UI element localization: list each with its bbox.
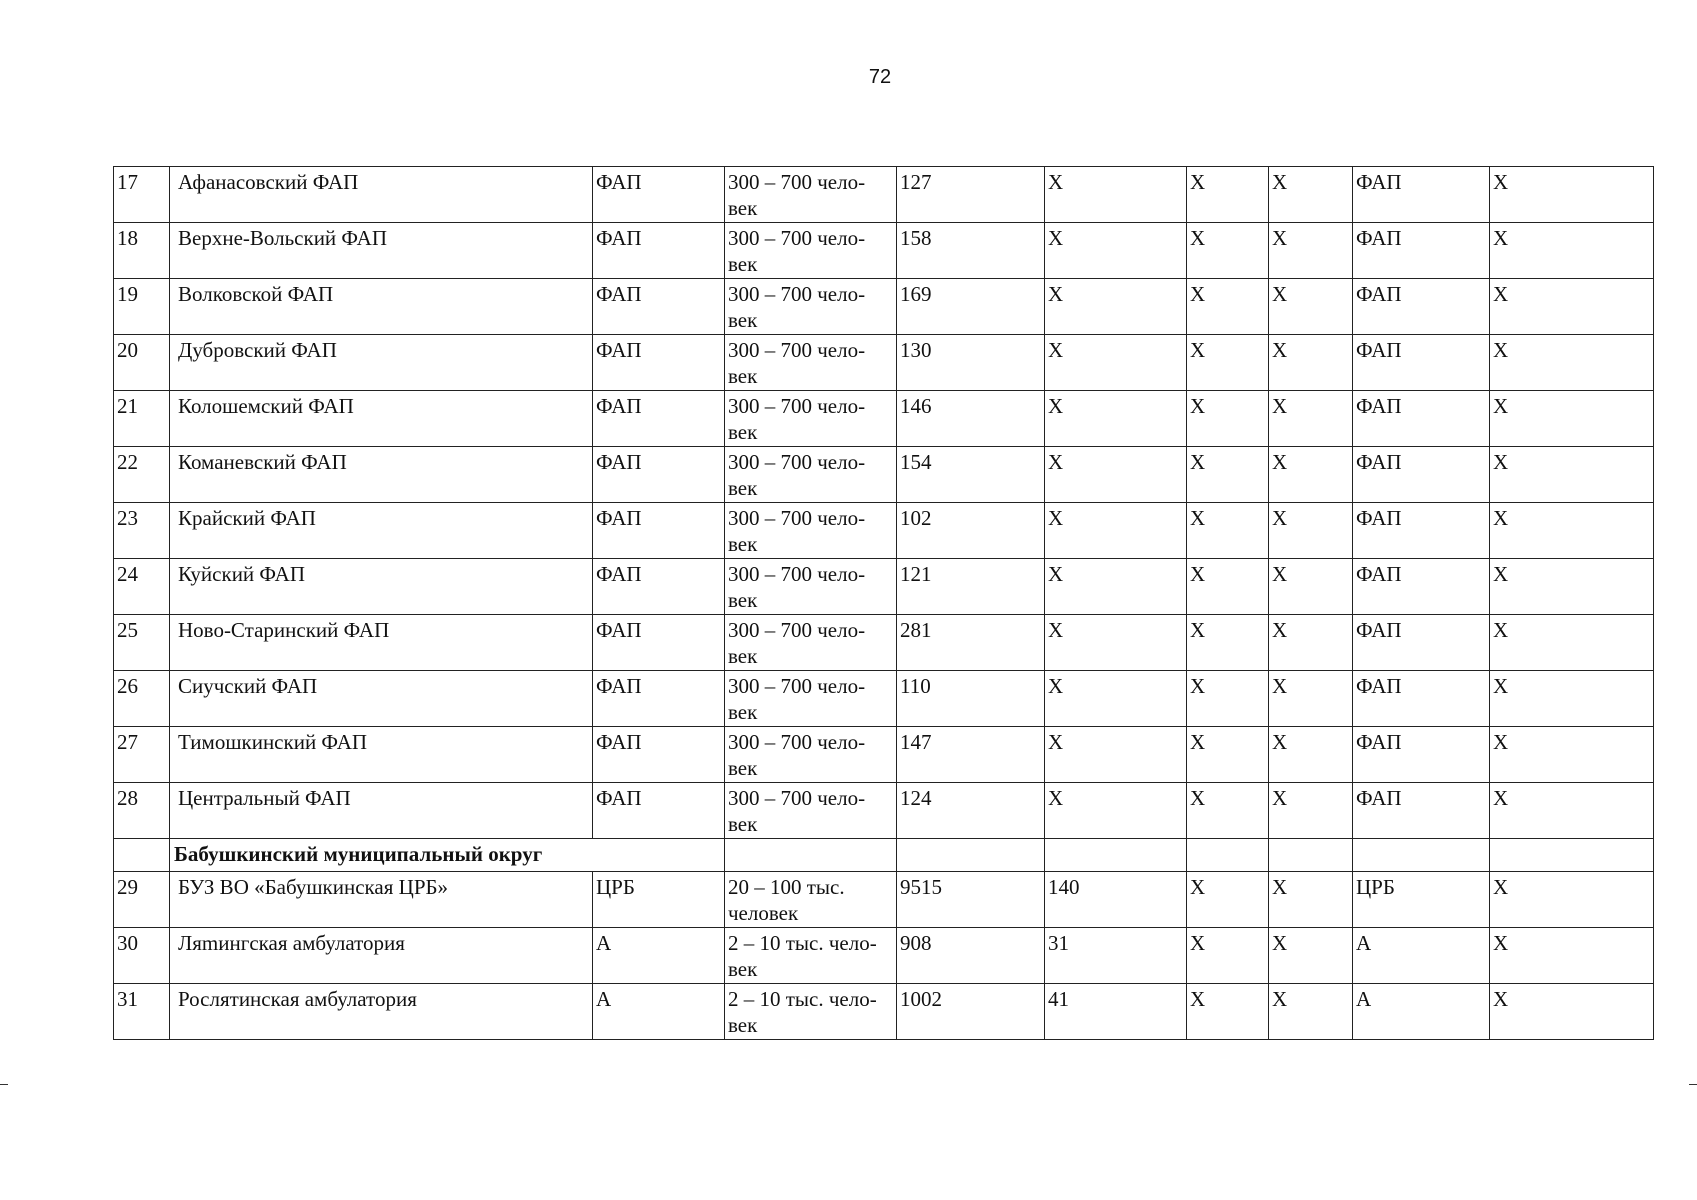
cell-name: Ляmингская амбулатория	[170, 928, 593, 984]
cell-population: 300 – 700 чело- век	[725, 167, 897, 223]
cell-v1: 154	[897, 447, 1045, 503]
cell-v6: Х	[1490, 223, 1654, 279]
cell-v2: Х	[1045, 503, 1187, 559]
cell-num: 27	[114, 727, 170, 783]
cell-population: 300 – 700 чело- век	[725, 447, 897, 503]
cell-v3: Х	[1187, 335, 1269, 391]
cell-v5: ФАП	[1353, 671, 1490, 727]
cell-v2: 140	[1045, 872, 1187, 928]
cell-v2: Х	[1045, 447, 1187, 503]
table-row	[114, 279, 1654, 335]
cell-num: 30	[114, 928, 170, 984]
cell-population: 300 – 700 чело- век	[725, 783, 897, 839]
table-row	[114, 391, 1654, 447]
cell-v3: Х	[1187, 223, 1269, 279]
cell-v4: Х	[1269, 727, 1353, 783]
cell-v1: 130	[897, 335, 1045, 391]
cell-num: 19	[114, 279, 170, 335]
cell-population: 300 – 700 чело- век	[725, 727, 897, 783]
table-body-top	[114, 167, 1654, 839]
cell-v2: Х	[1045, 783, 1187, 839]
cell-v4: Х	[1269, 447, 1353, 503]
table-row	[114, 503, 1654, 559]
cell-v1: 121	[897, 559, 1045, 615]
page-number: 72	[868, 66, 892, 88]
cell-v6: Х	[1490, 928, 1654, 984]
cell-type: ФАП	[593, 335, 725, 391]
table-row	[114, 671, 1654, 727]
cell-v6: Х	[1490, 671, 1654, 727]
cell-population: 300 – 700 чело- век	[725, 223, 897, 279]
cell-v1: 102	[897, 503, 1045, 559]
cell-v4: Х	[1269, 167, 1353, 223]
cell-v2: 31	[1045, 928, 1187, 984]
cell-population: 300 – 700 чело- век	[725, 615, 897, 671]
cell-num: 23	[114, 503, 170, 559]
cell-v5: А	[1353, 928, 1490, 984]
cell-v5: ФАП	[1353, 727, 1490, 783]
cell-population: 300 – 700 чело- век	[725, 279, 897, 335]
cell-num: 22	[114, 447, 170, 503]
cell-name: Волковской ФАП	[170, 279, 593, 335]
cell-name: Куйский ФАП	[170, 559, 593, 615]
cell-num: 31	[114, 984, 170, 1040]
section-empty-cell	[1353, 839, 1490, 872]
cell-population: 2 – 10 тыс. чело- век	[725, 928, 897, 984]
table-row	[114, 928, 1654, 984]
cell-population: 300 – 700 чело- век	[725, 503, 897, 559]
cell-v6: Х	[1490, 984, 1654, 1040]
cell-type: ФАП	[593, 727, 725, 783]
cell-num: 24	[114, 559, 170, 615]
cell-type: ЦРБ	[593, 872, 725, 928]
cell-type: ФАП	[593, 671, 725, 727]
table-row	[114, 335, 1654, 391]
cell-v3: Х	[1187, 872, 1269, 928]
cell-v4: Х	[1269, 503, 1353, 559]
cell-name: Центральный ФАП	[170, 783, 593, 839]
cell-v2: Х	[1045, 223, 1187, 279]
cell-v5: ФАП	[1353, 783, 1490, 839]
cell-v1: 169	[897, 279, 1045, 335]
table-row	[114, 223, 1654, 279]
cell-population: 300 – 700 чело- век	[725, 559, 897, 615]
cell-v6: Х	[1490, 167, 1654, 223]
section-title: Бабушкинский муниципальный округ	[170, 839, 725, 872]
cell-v1: 158	[897, 223, 1045, 279]
table-row	[114, 984, 1654, 1040]
cell-v1: 281	[897, 615, 1045, 671]
cell-v3: Х	[1187, 671, 1269, 727]
cell-v5: ФАП	[1353, 615, 1490, 671]
cell-name: Крайский ФАП	[170, 503, 593, 559]
cell-population: 2 – 10 тыс. чело- век	[725, 984, 897, 1040]
cell-v4: Х	[1269, 984, 1353, 1040]
cell-v6: Х	[1490, 391, 1654, 447]
cell-num: 18	[114, 223, 170, 279]
section-empty-cell	[725, 839, 897, 872]
cell-v6: Х	[1490, 335, 1654, 391]
cell-type: ФАП	[593, 391, 725, 447]
cell-v1: 127	[897, 167, 1045, 223]
cell-v2: 41	[1045, 984, 1187, 1040]
cell-name: Афанасовский ФАП	[170, 167, 593, 223]
cell-v5: ФАП	[1353, 391, 1490, 447]
cell-type: ФАП	[593, 223, 725, 279]
cell-v5: ФАП	[1353, 167, 1490, 223]
cell-num: 21	[114, 391, 170, 447]
cell-type: А	[593, 928, 725, 984]
section-empty-cell	[1490, 839, 1654, 872]
section-empty-cell	[1045, 839, 1187, 872]
cell-v6: Х	[1490, 559, 1654, 615]
cell-type: ФАП	[593, 503, 725, 559]
cell-name: Команевский ФАП	[170, 447, 593, 503]
cell-type: А	[593, 984, 725, 1040]
cell-population: 20 – 100 тыс. человек	[725, 872, 897, 928]
section-num-cell	[114, 839, 170, 872]
cell-v3: Х	[1187, 503, 1269, 559]
cell-v1: 110	[897, 671, 1045, 727]
table-row	[114, 872, 1654, 928]
cell-v5: ФАП	[1353, 279, 1490, 335]
cell-v3: Х	[1187, 447, 1269, 503]
cell-type: ФАП	[593, 783, 725, 839]
section-row	[114, 839, 1654, 872]
cell-type: ФАП	[593, 559, 725, 615]
cell-num: 26	[114, 671, 170, 727]
cell-name: Сиучский ФАП	[170, 671, 593, 727]
cell-type: ФАП	[593, 167, 725, 223]
cell-v4: Х	[1269, 559, 1353, 615]
cell-v6: Х	[1490, 783, 1654, 839]
cell-v4: Х	[1269, 615, 1353, 671]
cell-v5: ФАП	[1353, 503, 1490, 559]
cell-name: Тимошкинский ФАП	[170, 727, 593, 783]
table-row	[114, 783, 1654, 839]
cell-type: ФАП	[593, 615, 725, 671]
cell-v5: ФАП	[1353, 223, 1490, 279]
cell-v6: Х	[1490, 279, 1654, 335]
table-row	[114, 727, 1654, 783]
cell-v1: 908	[897, 928, 1045, 984]
cell-v3: Х	[1187, 279, 1269, 335]
scan-edge-mark	[1689, 1084, 1697, 1085]
cell-v2: Х	[1045, 727, 1187, 783]
cell-v4: Х	[1269, 671, 1353, 727]
table-body-section	[114, 839, 1654, 872]
table-row	[114, 447, 1654, 503]
cell-name: Дубровский ФАП	[170, 335, 593, 391]
table-body-bottom	[114, 872, 1654, 1040]
cell-name: БУЗ ВО «Бабушкинская ЦРБ»	[170, 872, 593, 928]
cell-v4: Х	[1269, 335, 1353, 391]
cell-v2: Х	[1045, 167, 1187, 223]
table-row	[114, 559, 1654, 615]
cell-v1: 124	[897, 783, 1045, 839]
cell-name: Колошемский ФАП	[170, 391, 593, 447]
cell-v6: Х	[1490, 615, 1654, 671]
cell-type: ФАП	[593, 279, 725, 335]
cell-v4: Х	[1269, 391, 1353, 447]
cell-v4: Х	[1269, 279, 1353, 335]
cell-v3: Х	[1187, 559, 1269, 615]
table-row	[114, 615, 1654, 671]
cell-num: 25	[114, 615, 170, 671]
cell-population: 300 – 700 чело- век	[725, 391, 897, 447]
section-empty-cell	[1187, 839, 1269, 872]
cell-population: 300 – 700 чело- век	[725, 335, 897, 391]
cell-num: 28	[114, 783, 170, 839]
cell-num: 29	[114, 872, 170, 928]
cell-v1: 147	[897, 727, 1045, 783]
cell-num: 17	[114, 167, 170, 223]
cell-v3: Х	[1187, 984, 1269, 1040]
cell-v2: Х	[1045, 559, 1187, 615]
cell-v4: Х	[1269, 928, 1353, 984]
section-empty-cell	[1269, 839, 1353, 872]
facilities-table	[113, 166, 1654, 1040]
cell-type: ФАП	[593, 447, 725, 503]
cell-v3: Х	[1187, 167, 1269, 223]
cell-v6: Х	[1490, 872, 1654, 928]
scan-edge-mark	[0, 1084, 8, 1085]
cell-v3: Х	[1187, 928, 1269, 984]
cell-v2: Х	[1045, 335, 1187, 391]
cell-v3: Х	[1187, 391, 1269, 447]
cell-v3: Х	[1187, 615, 1269, 671]
cell-num: 20	[114, 335, 170, 391]
cell-v2: Х	[1045, 279, 1187, 335]
cell-v5: ФАП	[1353, 335, 1490, 391]
cell-v2: Х	[1045, 615, 1187, 671]
cell-v4: Х	[1269, 872, 1353, 928]
cell-name: Рослятинская амбулатория	[170, 984, 593, 1040]
cell-population: 300 – 700 чело- век	[725, 671, 897, 727]
cell-v2: Х	[1045, 671, 1187, 727]
cell-v1: 146	[897, 391, 1045, 447]
cell-v5: А	[1353, 984, 1490, 1040]
cell-v3: Х	[1187, 783, 1269, 839]
cell-v5: ЦРБ	[1353, 872, 1490, 928]
cell-v3: Х	[1187, 727, 1269, 783]
cell-name: Ново-Старинский ФАП	[170, 615, 593, 671]
cell-v2: Х	[1045, 391, 1187, 447]
cell-v6: Х	[1490, 447, 1654, 503]
cell-v1: 1002	[897, 984, 1045, 1040]
cell-v6: Х	[1490, 503, 1654, 559]
cell-v4: Х	[1269, 223, 1353, 279]
cell-v1: 9515	[897, 872, 1045, 928]
cell-v5: ФАП	[1353, 447, 1490, 503]
cell-v4: Х	[1269, 783, 1353, 839]
cell-v5: ФАП	[1353, 559, 1490, 615]
cell-name: Верхне-Вольский ФАП	[170, 223, 593, 279]
section-empty-cell	[897, 839, 1045, 872]
cell-v6: Х	[1490, 727, 1654, 783]
table-row	[114, 167, 1654, 223]
